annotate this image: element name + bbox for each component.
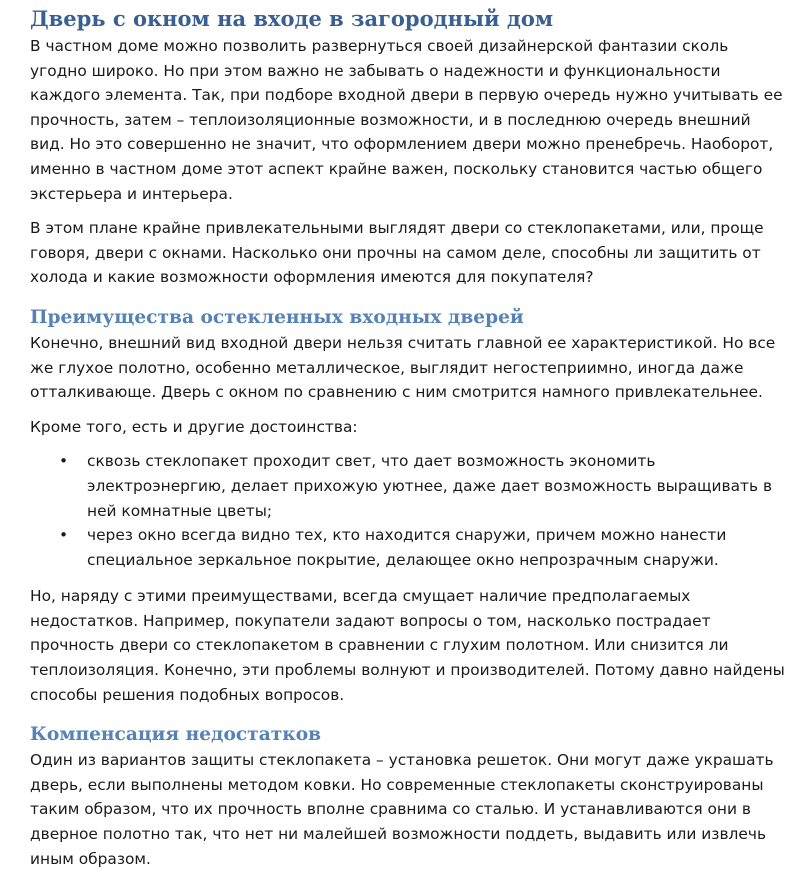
page-title: Дверь с окном на входе в загородный дом <box>30 6 554 31</box>
advantages-paragraph-3: Но, наряду с этими преимуществами, всегда смущает наличие предполагаемых недостатков. Например, покупатели задают вопросы о том, насколько пострадает прочность двери со стеклопакетом в сравнении с глухим полотном. Или снизится ли теплоизоляция. Конечно, эти проблемы волнуют и производителей. Потому давно найдены способы решения подобных вопросов. <box>30 587 785 704</box>
section-heading-compensation: Компенсация недостатков <box>30 724 322 746</box>
compensation-paragraph-1: Один из вариантов защиты стеклопакета – установка решеток. Они могут даже украшать дверь, если выполнены методом ковки. Но современные стеклопакеты сконструированы таким образом, что их прочность вполне сравнима со сталью. И устанавливаются они в дверное полотно так, что нет ни малейшей возможности поддеть, выдавить или извлечь иным образом. <box>30 751 774 868</box>
list-item-text: через окно всегда видно тех, кто находится снаружи, причем можно нанести специальное зеркальное покрытие, делающее окно непрозрачным снаружи. <box>87 526 727 569</box>
list-item <box>30 449 786 523</box>
bullet-icon: • <box>59 452 69 471</box>
advantages-paragraph-2: Кроме того, есть и другие достоинства: <box>30 417 358 436</box>
bullet-icon: • <box>59 526 69 545</box>
intro-paragraph-1: В частном доме можно позволить развернуться своей дизайнерской фантазии сколь угодно широко. Но при этом важно не забывать о надежности и функциональности каждого элемента. Так, при подборе входной двери в первую очередь нужно учитывать ее прочность, затем – теплоизоляционные возможности, и в последнюю очередь внешний вид. Но это совершенно не значит, что оформлением двери можно пренебречь. Наоборот, именно в частном доме этот аспект крайне важен, поскольку становится частью общего экстерьера и интерьера. <box>30 37 783 203</box>
intro-paragraph-2: В этом плане крайне привлекательными выглядят двери со стеклопакетами, или, проще говоря, двери с окнами. Насколько они прочны на самом деле, способны ли защитить от холода и какие возможности оформления имеются для покупателя? <box>30 219 764 287</box>
advantages-list <box>30 449 786 572</box>
section-heading-advantages: Преимущества остекленных входных дверей <box>30 306 524 328</box>
list-item <box>30 523 786 572</box>
advantages-paragraph-1: Конечно, внешний вид входной двери нельзя считать главной ее характеристикой. Но все же глухое полотно, особенно металлическое, выглядит негостеприимно, иногда даже отталкивающе. Дверь с окном по сравнению с ним смотрится намного привлекательнее. <box>30 333 776 402</box>
list-item-text: сквозь стеклопакет проходит свет, что дает возможность экономить электроэнергию, делает прихожую уютнее, даже дает возможность выращивать в ней комнатные цветы; <box>87 452 773 520</box>
